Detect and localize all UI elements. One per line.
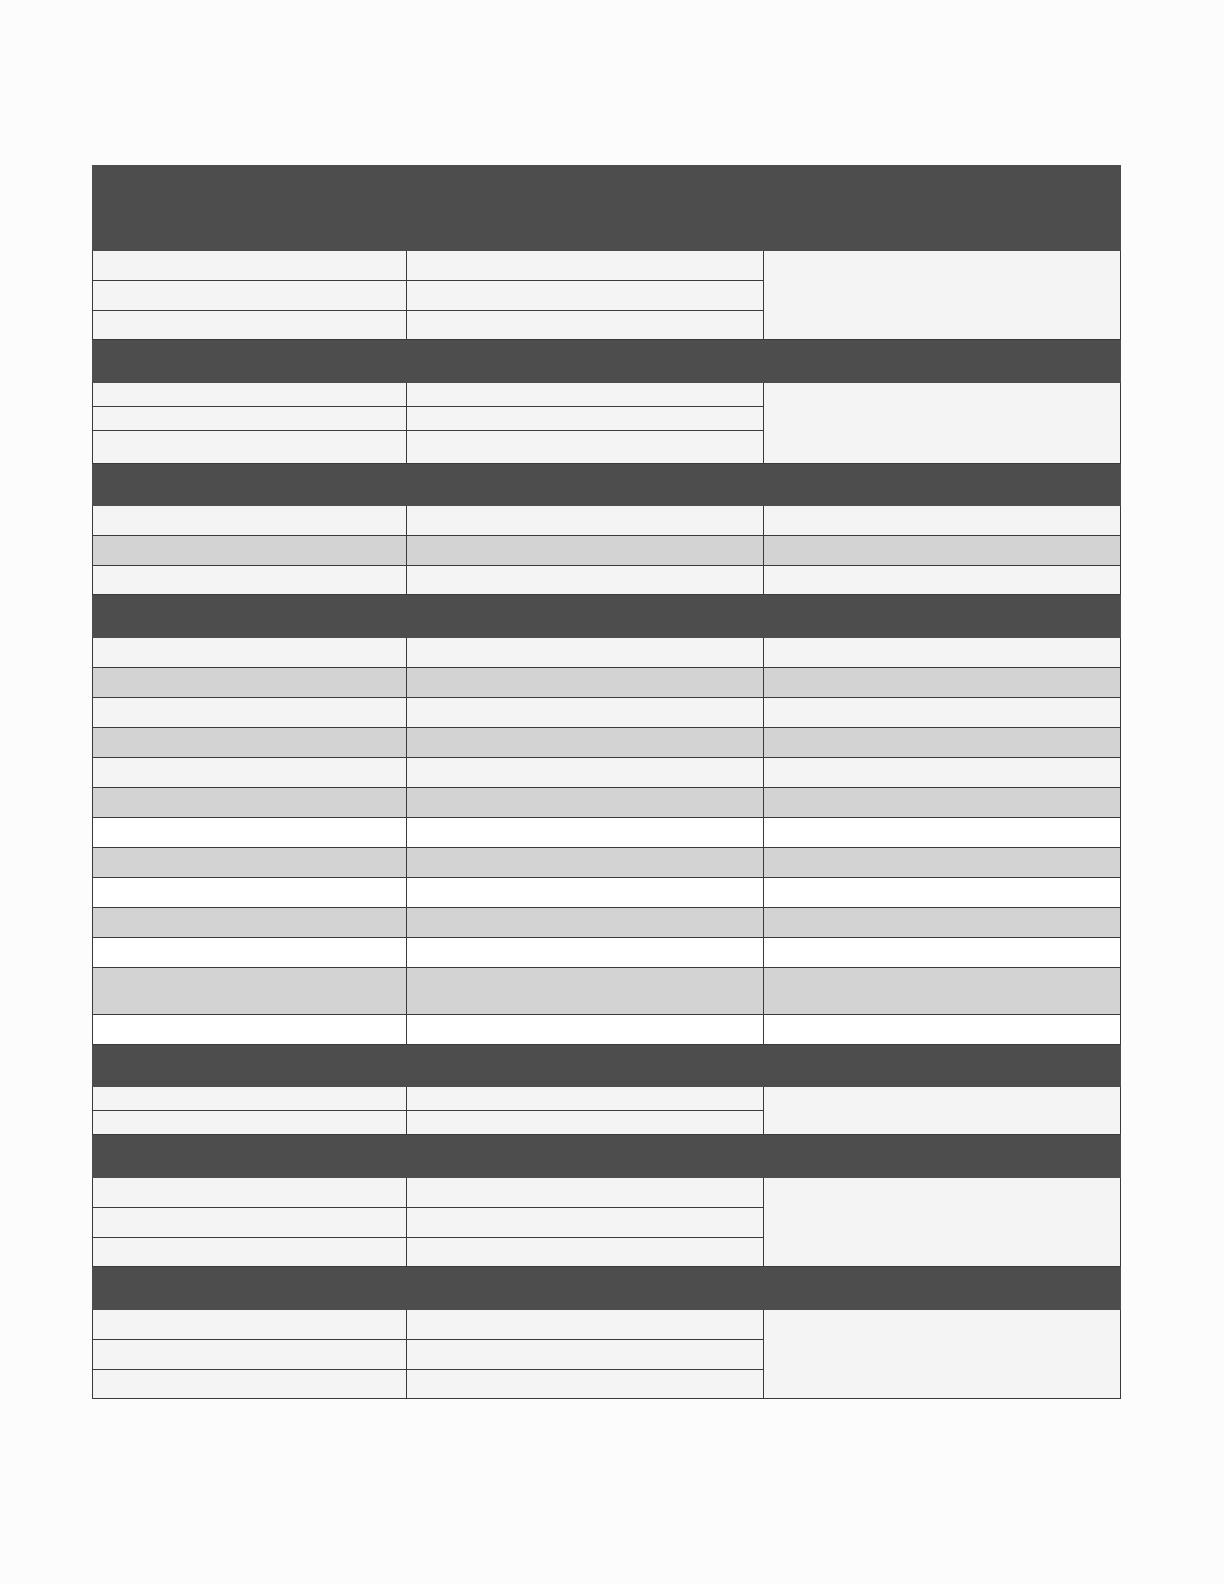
- field-label: [93, 1087, 407, 1111]
- field-note[interactable]: [764, 788, 1121, 818]
- field-label: [93, 383, 407, 407]
- table-row: [93, 1087, 1121, 1111]
- field-note[interactable]: [764, 818, 1121, 848]
- field-value[interactable]: [407, 506, 764, 536]
- field-value[interactable]: [407, 1310, 764, 1340]
- merged-note-cell[interactable]: [764, 251, 1121, 340]
- table-row: [93, 698, 1121, 728]
- table-row: [93, 1178, 1121, 1208]
- section-header-6: [93, 1135, 1121, 1178]
- field-value[interactable]: [407, 788, 764, 818]
- field-label: [93, 251, 407, 281]
- field-label: [93, 1178, 407, 1208]
- field-note[interactable]: [764, 668, 1121, 698]
- field-value[interactable]: [407, 668, 764, 698]
- field-value[interactable]: [407, 878, 764, 908]
- field-note[interactable]: [764, 506, 1121, 536]
- section-header-5: [93, 1045, 1121, 1087]
- table-row: [93, 251, 1121, 281]
- table-row: [93, 758, 1121, 788]
- field-value[interactable]: [407, 431, 764, 464]
- field-value[interactable]: [407, 1178, 764, 1208]
- section-title: [93, 1135, 1121, 1178]
- field-value[interactable]: [407, 566, 764, 595]
- field-label: [93, 878, 407, 908]
- field-label: [93, 506, 407, 536]
- table-row: [93, 506, 1121, 536]
- table-row: [93, 728, 1121, 758]
- field-value[interactable]: [407, 281, 764, 311]
- table-row: [93, 383, 1121, 407]
- field-label: [93, 638, 407, 668]
- field-label: [93, 1370, 407, 1399]
- table-row: [93, 638, 1121, 668]
- table-row: [93, 908, 1121, 938]
- field-note[interactable]: [764, 566, 1121, 595]
- table-row: [93, 536, 1121, 566]
- field-value[interactable]: [407, 1370, 764, 1399]
- field-label: [93, 788, 407, 818]
- table-row: [93, 1310, 1121, 1340]
- field-value[interactable]: [407, 758, 764, 788]
- field-value[interactable]: [407, 1208, 764, 1238]
- field-value[interactable]: [407, 728, 764, 758]
- table-row: [93, 668, 1121, 698]
- field-label: [93, 431, 407, 464]
- merged-note-cell[interactable]: [764, 1087, 1121, 1135]
- form-table: [92, 165, 1121, 1399]
- field-label: [93, 848, 407, 878]
- table-row: [93, 788, 1121, 818]
- field-note[interactable]: [764, 536, 1121, 566]
- field-value[interactable]: [407, 698, 764, 728]
- field-value[interactable]: [407, 1238, 764, 1267]
- field-label: [93, 1208, 407, 1238]
- merged-note-cell[interactable]: [764, 1178, 1121, 1267]
- field-label: [93, 698, 407, 728]
- field-label: [93, 1111, 407, 1135]
- field-note[interactable]: [764, 638, 1121, 668]
- field-value[interactable]: [407, 1111, 764, 1135]
- section-title: [93, 166, 1121, 251]
- field-value[interactable]: [407, 938, 764, 968]
- table-row: [93, 878, 1121, 908]
- field-value[interactable]: [407, 251, 764, 281]
- field-note[interactable]: [764, 758, 1121, 788]
- field-label: [93, 1015, 407, 1045]
- field-label: [93, 536, 407, 566]
- field-label: [93, 1340, 407, 1370]
- field-label: [93, 908, 407, 938]
- field-label: [93, 758, 407, 788]
- section-title: [93, 1045, 1121, 1087]
- field-label: [93, 281, 407, 311]
- field-value[interactable]: [407, 1015, 764, 1045]
- table-row: [93, 938, 1121, 968]
- section-header-7: [93, 1267, 1121, 1310]
- field-note[interactable]: [764, 728, 1121, 758]
- table-row: [93, 818, 1121, 848]
- field-note[interactable]: [764, 938, 1121, 968]
- field-value[interactable]: [407, 968, 764, 1015]
- field-label: [93, 566, 407, 595]
- field-label: [93, 668, 407, 698]
- field-note[interactable]: [764, 1015, 1121, 1045]
- field-value[interactable]: [407, 407, 764, 431]
- field-note[interactable]: [764, 848, 1121, 878]
- section-header-2: [93, 340, 1121, 383]
- field-value[interactable]: [407, 1340, 764, 1370]
- field-value[interactable]: [407, 638, 764, 668]
- section-header-3: [93, 464, 1121, 506]
- field-note[interactable]: [764, 908, 1121, 938]
- section-title: [93, 595, 1121, 638]
- field-value[interactable]: [407, 818, 764, 848]
- table-row: [93, 566, 1121, 595]
- field-label: [93, 311, 407, 340]
- merged-note-cell[interactable]: [764, 383, 1121, 464]
- field-label: [93, 1238, 407, 1267]
- field-value[interactable]: [407, 311, 764, 340]
- field-label: [93, 728, 407, 758]
- table-row: [93, 968, 1121, 1015]
- field-note[interactable]: [764, 698, 1121, 728]
- table-row: [93, 1015, 1121, 1045]
- field-label: [93, 968, 407, 1015]
- field-value[interactable]: [407, 848, 764, 878]
- field-note[interactable]: [764, 968, 1121, 1015]
- section-title: [93, 340, 1121, 383]
- table-row: [93, 848, 1121, 878]
- field-label: [93, 1310, 407, 1340]
- field-value[interactable]: [407, 536, 764, 566]
- field-value[interactable]: [407, 908, 764, 938]
- section-header-4: [93, 595, 1121, 638]
- field-label: [93, 938, 407, 968]
- section-title: [93, 464, 1121, 506]
- field-note[interactable]: [764, 878, 1121, 908]
- field-value[interactable]: [407, 383, 764, 407]
- section-title: [93, 1267, 1121, 1310]
- merged-note-cell[interactable]: [764, 1310, 1121, 1399]
- field-label: [93, 407, 407, 431]
- section-header-1: [93, 166, 1121, 251]
- field-value[interactable]: [407, 1087, 764, 1111]
- field-label: [93, 818, 407, 848]
